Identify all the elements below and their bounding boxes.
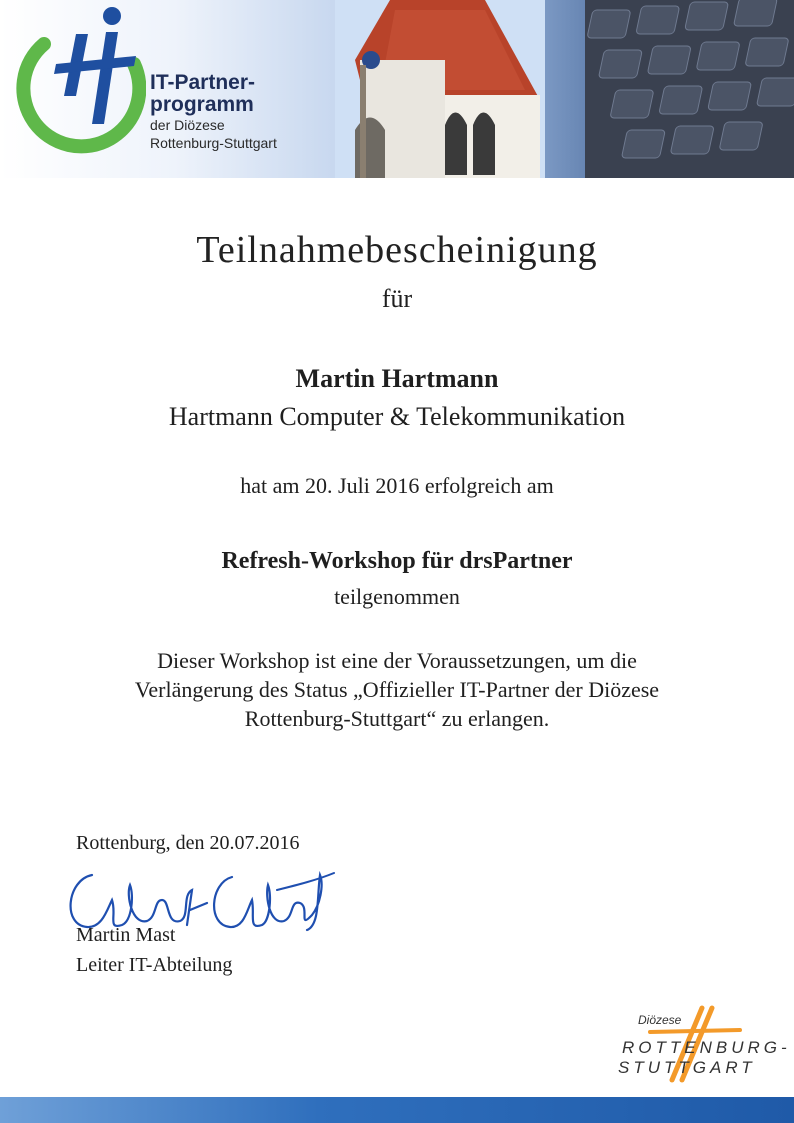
signer-role: Leiter IT-Abteilung — [76, 954, 233, 976]
for-label: für — [381, 284, 413, 313]
diocese-logo-line-1: ROTTENBURG- — [622, 1038, 791, 1057]
header-banner — [0, 0, 794, 178]
logo-text — [150, 72, 277, 152]
attendance-date-line: hat am 20. Juli 2016 erfolgreich am — [240, 473, 554, 498]
handwritten-signature — [62, 855, 337, 935]
description-paragraph — [0, 646, 794, 733]
it-partner-logo-icon — [6, 4, 146, 164]
description-line: Dieser Workshop ist eine der Voraussetzungen, um die — [157, 648, 637, 673]
participant-name: Martin Hartmann — [295, 364, 499, 393]
certificate-title: Teilnahmebescheinigung — [196, 229, 598, 271]
signer-name: Martin Mast — [76, 924, 176, 946]
logo-subtitle-line-2: Rottenburg-Stuttgart — [150, 135, 277, 151]
logo-subtitle-line-1: der Diözese — [150, 117, 225, 133]
workshop-title: Refresh-Workshop für drsPartner — [221, 548, 573, 574]
description-line: Verlängerung des Status „Offizieller IT-Partner der Diözese — [134, 677, 660, 702]
keyboard-image — [585, 0, 794, 178]
church-tower-image — [335, 0, 545, 178]
logo-title-line-2: programm — [150, 93, 254, 116]
company-name: Hartmann Computer & Telekommunikation — [168, 402, 626, 431]
description-line: Rottenburg-Stuttgart“ zu erlangen. — [244, 706, 550, 731]
logo-title-line-1: IT-Partner- — [150, 71, 256, 94]
attended-label: teilgenommen — [334, 584, 460, 609]
diocese-logo-small-text: Diözese — [638, 1013, 682, 1027]
place-and-date: Rottenburg, den 20.07.2016 — [76, 832, 300, 854]
diocese-logo-line-2: STUTTGART — [618, 1058, 756, 1077]
footer-color-bar — [0, 1097, 794, 1123]
